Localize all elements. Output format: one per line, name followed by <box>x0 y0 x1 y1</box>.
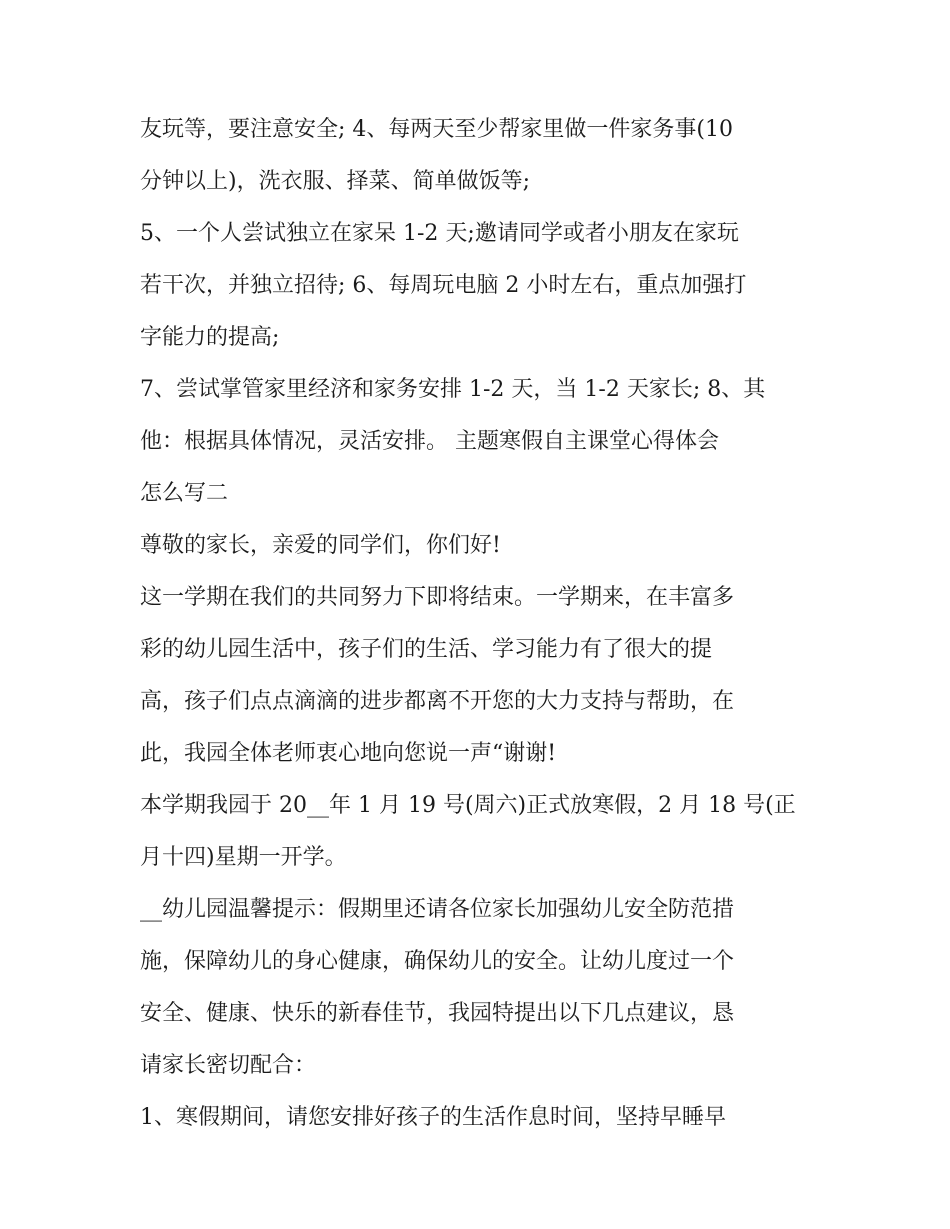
text-line: 5、一个人尝试独立在家呆 1-2 天;邀请同学或者小朋友在家玩 <box>140 221 739 246</box>
text-line: 尊敬的家长，亲爱的同学们，你们好! <box>140 533 501 558</box>
text-line: 友玩等，要注意安全; 4、每两天至少帮家里做一件家务事(10 <box>140 117 733 142</box>
text-line: 请家长密切配合： <box>140 1053 317 1078</box>
paragraph-thanks <box>140 572 812 780</box>
paragraph-schedule <box>140 780 812 884</box>
text-line: 彩的幼儿园生活中，孩子们的生活、学习能力有了很大的提 <box>140 637 713 662</box>
paragraph-greeting <box>140 520 812 572</box>
paragraph-independence <box>140 208 812 364</box>
text-line: 1、寒假期间，请您安排好孩子的生活作息时间，坚持早睡早 <box>140 1105 726 1130</box>
paragraph-suggestion-1 <box>140 1092 812 1144</box>
text-line: 施，保障幼儿的身心健康，确保幼儿的安全。让幼儿度过一个 <box>140 949 735 974</box>
text-line: 安全、健康、快乐的新春佳节，我园特提出以下几点建议，恳 <box>140 1001 735 1026</box>
text-line: 分钟以上)，洗衣服、择菜、简单做饭等; <box>140 169 530 194</box>
text-line: 此，我园全体老师衷心地向您说一声“谢谢! <box>140 741 557 766</box>
text-line: 高，孩子们点点滴滴的进步都离不开您的大力支持与帮助，在 <box>140 689 735 714</box>
document-page <box>140 104 812 1144</box>
text-line: 月十四)星期一开学。 <box>140 845 347 870</box>
text-line: __幼儿园温馨提示：假期里还请各位家长加强幼儿安全防范措 <box>140 897 735 922</box>
text-line: 本学期我园于 20__年 1 月 19 号(周六)正式放寒假，2 月 18 号(正 <box>140 793 796 818</box>
text-line: 字能力的提高; <box>140 325 280 350</box>
paragraph-chores <box>140 104 812 208</box>
text-line: 7、尝试掌管家里经济和家务安排 1-2 天，当 1-2 天家长; 8、其 <box>140 377 766 402</box>
text-line: 若干次，并独立招待; 6、每周玩电脑 2 小时左右，重点加强打 <box>140 273 747 298</box>
paragraph-household <box>140 364 812 520</box>
text-line: 这一学期在我们的共同努力下即将结束。一学期来，在丰富多 <box>140 585 735 610</box>
text-line: 他：根据具体情况，灵活安排。 主题寒假自主课堂心得体会 <box>140 429 719 454</box>
paragraph-safety-tips <box>140 884 812 1092</box>
text-line: 怎么写二 <box>140 481 229 506</box>
